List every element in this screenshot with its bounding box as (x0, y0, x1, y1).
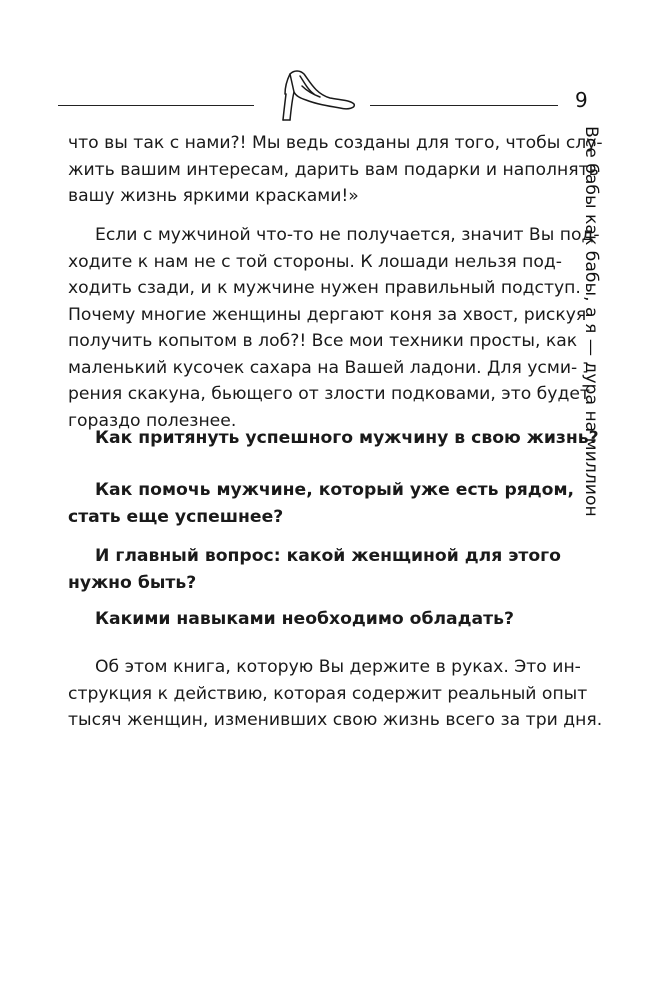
text-line: рения скакуна, бьющего от злости подковами, это будет (68, 384, 590, 404)
text-line: Если с мужчиной что-то не получается, значит Вы под- (95, 225, 600, 245)
text-line: вашу жизнь яркими красками!» (68, 186, 359, 206)
paragraph-3 (68, 654, 603, 734)
text-line: И главный вопрос: какой женщиной для этого (95, 546, 561, 566)
text-line: ходить сзади, и к мужчине нужен правильный подступ. (68, 278, 581, 298)
page-number: 9 (575, 88, 588, 112)
text-line: Какими навыками необходимо обладать? (95, 609, 514, 629)
text-line: маленький кусочек сахара на Вашей ладони. Для усми- (68, 357, 578, 378)
high-heel-shoe-icon (270, 64, 362, 128)
text-line: Почему многие женщины дергают коня за хвост, рискуя (68, 304, 587, 325)
paragraph-1 (68, 130, 603, 210)
question-3 (68, 543, 561, 596)
question-4 (95, 606, 546, 633)
text-line: жить вашим интересам, дарить вам подарки и наполнять (68, 159, 599, 180)
text-line: получить копытом в лоб?! Все мои техники просты, как (68, 331, 578, 351)
text-line: струкция к действию, которая содержит реальный опыт (68, 683, 588, 704)
text-line: стать еще успешнее? (68, 506, 284, 527)
text-line: ходите к нам не с той стороны. К лошади нельзя под- (68, 251, 562, 272)
text-line: Как притянуть успешного мужчину в свою жизнь? (95, 428, 599, 448)
header-rule-right (370, 105, 558, 106)
header-rule-left (58, 105, 254, 106)
text-line: гораздо полезнее. (68, 410, 237, 431)
text-line: нужно быть? (68, 572, 197, 593)
text-line: Об этом книга, которую Вы держите в руках. Это ин- (95, 657, 581, 677)
text-line: Как помочь мужчине, который уже есть рядом, (95, 480, 575, 500)
running-title: Все бабы как бабы, а я — дура на миллион (581, 126, 601, 517)
question-2 (68, 477, 575, 530)
text-line: что вы так с нами?! Мы ведь созданы для того, чтобы слу- (68, 133, 603, 153)
question-1 (95, 425, 599, 452)
text-line: тысяч женщин, изменивших свою жизнь всего за три дня. (68, 710, 603, 730)
